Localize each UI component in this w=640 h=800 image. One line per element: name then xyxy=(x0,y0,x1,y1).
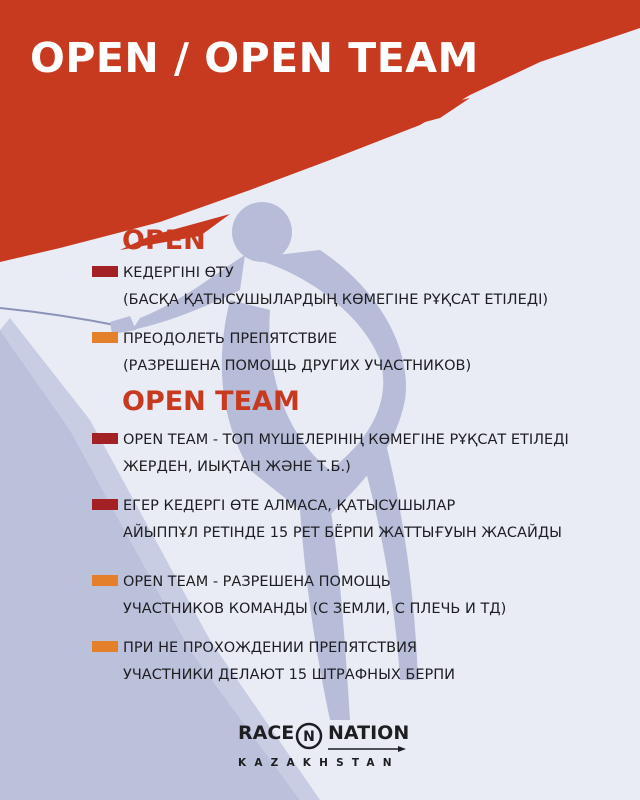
item-line-ru: УЧАСТНИКОВ КОМАНДЫ (С ЗЕМЛИ, С ПЛЕЧЬ И ТД) xyxy=(123,601,507,617)
page-title: OPEN / OPEN TEAM xyxy=(30,34,479,82)
item-line-kz: OPEN TEAM - ТОП МҮШЕЛЕРІНІҢ КӨМЕГІНЕ РҰҚСАТ ЕТІЛЕДІ xyxy=(123,432,569,448)
section-heading-open: OPEN xyxy=(122,225,206,256)
list-item xyxy=(92,635,632,689)
dark-red-marker xyxy=(92,266,118,277)
item-line-kz: (БАСҚА ҚАТЫСУШЫЛАРДЫҢ КӨМЕГІНЕ РҰҚСАТ ЕТІЛЕДІ) xyxy=(123,292,548,308)
list-item xyxy=(92,260,632,314)
section-heading-open-team: OPEN TEAM xyxy=(122,386,300,417)
item-line-ru: OPEN TEAM - РАЗРЕШЕНА ПОМОЩЬ xyxy=(123,574,391,590)
list-item xyxy=(92,427,632,481)
logo-mark-letter: N xyxy=(303,729,315,745)
logo-word-nation: NATION xyxy=(328,722,410,744)
logo-word-race: RACE xyxy=(238,722,295,744)
dark-red-marker xyxy=(92,433,118,444)
logo-n-icon xyxy=(295,722,323,750)
item-line-kz: ЖЕРДЕН, ИЫҚТАН ЖӘНЕ Т.Б.) xyxy=(123,459,351,475)
item-line-ru: ПРЕОДОЛЕТЬ ПРЕПЯТСТВИЕ xyxy=(123,331,338,347)
item-line-kz: ЕГЕР КЕДЕРГІ ӨТЕ АЛМАСА, ҚАТЫСУШЫЛАР xyxy=(123,498,456,514)
list-item xyxy=(92,493,632,547)
orange-marker xyxy=(92,641,118,652)
item-line-ru: УЧАСТНИКИ ДЕЛАЮТ 15 ШТРАФНЫХ БЕРПИ xyxy=(123,667,456,683)
logo-subtitle: KAZAKHSTAN xyxy=(238,757,400,769)
item-line-kz: КЕДЕРГІНІ ӨТУ xyxy=(123,265,234,281)
item-line-ru: ПРИ НЕ ПРОХОЖДЕНИИ ПРЕПЯТСТВИЯ xyxy=(123,640,417,656)
item-line-kz: АЙЫППҰЛ РЕТІНДЕ 15 РЕТ БЁРПИ ЖАТТЫҒУЫН ЖАСАЙДЫ xyxy=(123,525,562,541)
item-line-ru: (РАЗРЕШЕНА ПОМОЩЬ ДРУГИХ УЧАСТНИКОВ) xyxy=(123,358,472,374)
race-nation-logo xyxy=(236,722,410,774)
list-item xyxy=(92,326,632,380)
dark-red-marker xyxy=(92,499,118,510)
orange-marker xyxy=(92,575,118,586)
logo-arrow-underline xyxy=(328,746,406,752)
list-item xyxy=(92,569,632,623)
orange-marker xyxy=(92,332,118,343)
